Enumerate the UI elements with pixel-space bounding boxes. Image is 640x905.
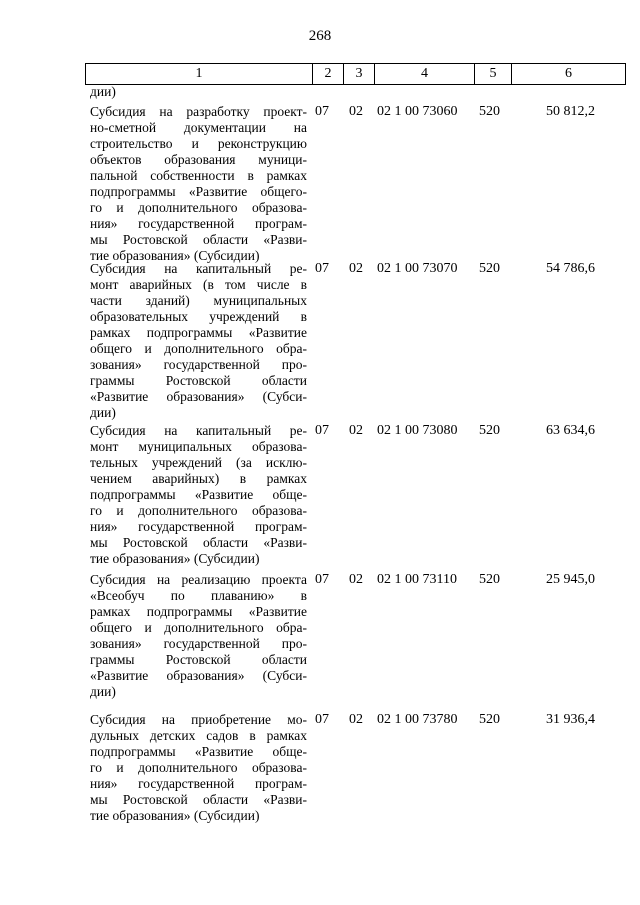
row-podrazdel-code: 02: [349, 104, 363, 119]
row-description: [90, 712, 307, 824]
description-line: но-сметной документации на: [90, 120, 307, 135]
row-amount: 63 634,6: [546, 423, 595, 438]
description-line: Субсидия на приобретение мо-: [90, 712, 307, 727]
row-razdel-code: 07: [315, 104, 329, 119]
description-line: ния» государственной програм-: [90, 776, 307, 791]
column-header-5: 5: [475, 64, 512, 85]
description-line: объектов образования муници-: [90, 152, 307, 167]
column-header-1: 1: [86, 64, 313, 85]
description-line: рамках подпрограммы «Развитие: [90, 604, 307, 619]
row-amount: 54 786,6: [546, 261, 595, 276]
description-line: Субсидия на разработку проект-: [90, 104, 307, 119]
description-line: граммы Ростовской области: [90, 373, 307, 388]
description-line: монт муниципальных образова-: [90, 439, 307, 454]
description-line: тие образования» (Субсидии): [90, 248, 260, 263]
row-expense-type-code: 520: [479, 423, 500, 438]
description-line: чением аварийных) в рамках: [90, 471, 307, 486]
row-expense-type-code: 520: [479, 572, 500, 587]
description-line: мы Ростовской области «Разви-: [90, 232, 307, 247]
row-podrazdel-code: 02: [349, 572, 363, 587]
description-line: общего и дополнительного обра-: [90, 341, 307, 356]
column-header-table: [85, 63, 626, 85]
description-line: Субсидия на реализацию проекта: [90, 572, 307, 587]
column-header-4: 4: [375, 64, 475, 85]
description-line: тие образования» (Субсидии): [90, 808, 260, 823]
description-line: «Всеобуч по плаванию» в: [90, 588, 307, 603]
column-header-2: 2: [313, 64, 344, 85]
row-razdel-code: 07: [315, 423, 329, 438]
row-expense-type-code: 520: [479, 261, 500, 276]
row-target-article-code: 02 1 00 73780: [377, 712, 458, 727]
row-description: [90, 423, 307, 567]
description-line: тие образования» (Субсидии): [90, 551, 260, 566]
row-target-article-code: 02 1 00 73080: [377, 423, 458, 438]
row-description: [90, 572, 307, 700]
description-line: граммы Ростовской области: [90, 652, 307, 667]
row-amount: 25 945,0: [546, 572, 595, 587]
description-line: го и дополнительного образова-: [90, 200, 307, 215]
description-line: ния» государственной програм-: [90, 519, 307, 534]
row-razdel-code: 07: [315, 572, 329, 587]
row-target-article-code: 02 1 00 73070: [377, 261, 458, 276]
description-line: мы Ростовской области «Разви-: [90, 792, 307, 807]
description-line: го и дополнительного образова-: [90, 760, 307, 775]
row-podrazdel-code: 02: [349, 261, 363, 276]
description-line: зования» государственной про-: [90, 636, 307, 651]
description-line: Субсидия на капитальный ре-: [90, 261, 307, 276]
row-razdel-code: 07: [315, 712, 329, 727]
page-number: 268: [308, 28, 332, 44]
description-line: «Развитие образования» (Субси-: [90, 389, 307, 404]
description-line: «Развитие образования» (Субси-: [90, 668, 307, 683]
description-line: подпрограммы «Развитие общего-: [90, 184, 307, 199]
row-target-article-code: 02 1 00 73060: [377, 104, 458, 119]
row-podrazdel-code: 02: [349, 712, 363, 727]
description-line: зования» государственной про-: [90, 357, 307, 372]
description-line: дульных детских садов в рамках: [90, 728, 307, 743]
description-line: тельных учреждений (за исклю-: [90, 455, 307, 470]
description-line: подпрограммы «Развитие обще-: [90, 744, 307, 759]
row-amount: 50 812,2: [546, 104, 595, 119]
continued-text: дии): [90, 84, 116, 99]
description-line: мы Ростовской области «Разви-: [90, 535, 307, 550]
row-expense-type-code: 520: [479, 104, 500, 119]
row-razdel-code: 07: [315, 261, 329, 276]
description-line: пальной собственности в рамках: [90, 168, 307, 183]
column-header-6: 6: [512, 64, 626, 85]
row-description: [90, 104, 307, 264]
column-header-row: [86, 64, 626, 85]
description-line: ния» государственной програм-: [90, 216, 307, 231]
description-line: го и дополнительного образова-: [90, 503, 307, 518]
row-description: [90, 261, 307, 421]
column-header-3: 3: [344, 64, 375, 85]
description-line: строительство и реконструкцию: [90, 136, 307, 151]
description-line: монт аварийных (в том числе в: [90, 277, 307, 292]
row-target-article-code: 02 1 00 73110: [377, 572, 457, 587]
row-amount: 31 936,4: [546, 712, 595, 727]
description-line: подпрограммы «Развитие обще-: [90, 487, 307, 502]
description-line: дии): [90, 405, 116, 420]
description-line: дии): [90, 684, 116, 699]
row-expense-type-code: 520: [479, 712, 500, 727]
description-line: Субсидия на капитальный ре-: [90, 423, 307, 438]
row-podrazdel-code: 02: [349, 423, 363, 438]
description-line: части зданий) муниципальных: [90, 293, 307, 308]
description-line: общего и дополнительного обра-: [90, 620, 307, 635]
description-line: рамках подпрограммы «Развитие: [90, 325, 307, 340]
description-line: образовательных учреждений в: [90, 309, 307, 324]
